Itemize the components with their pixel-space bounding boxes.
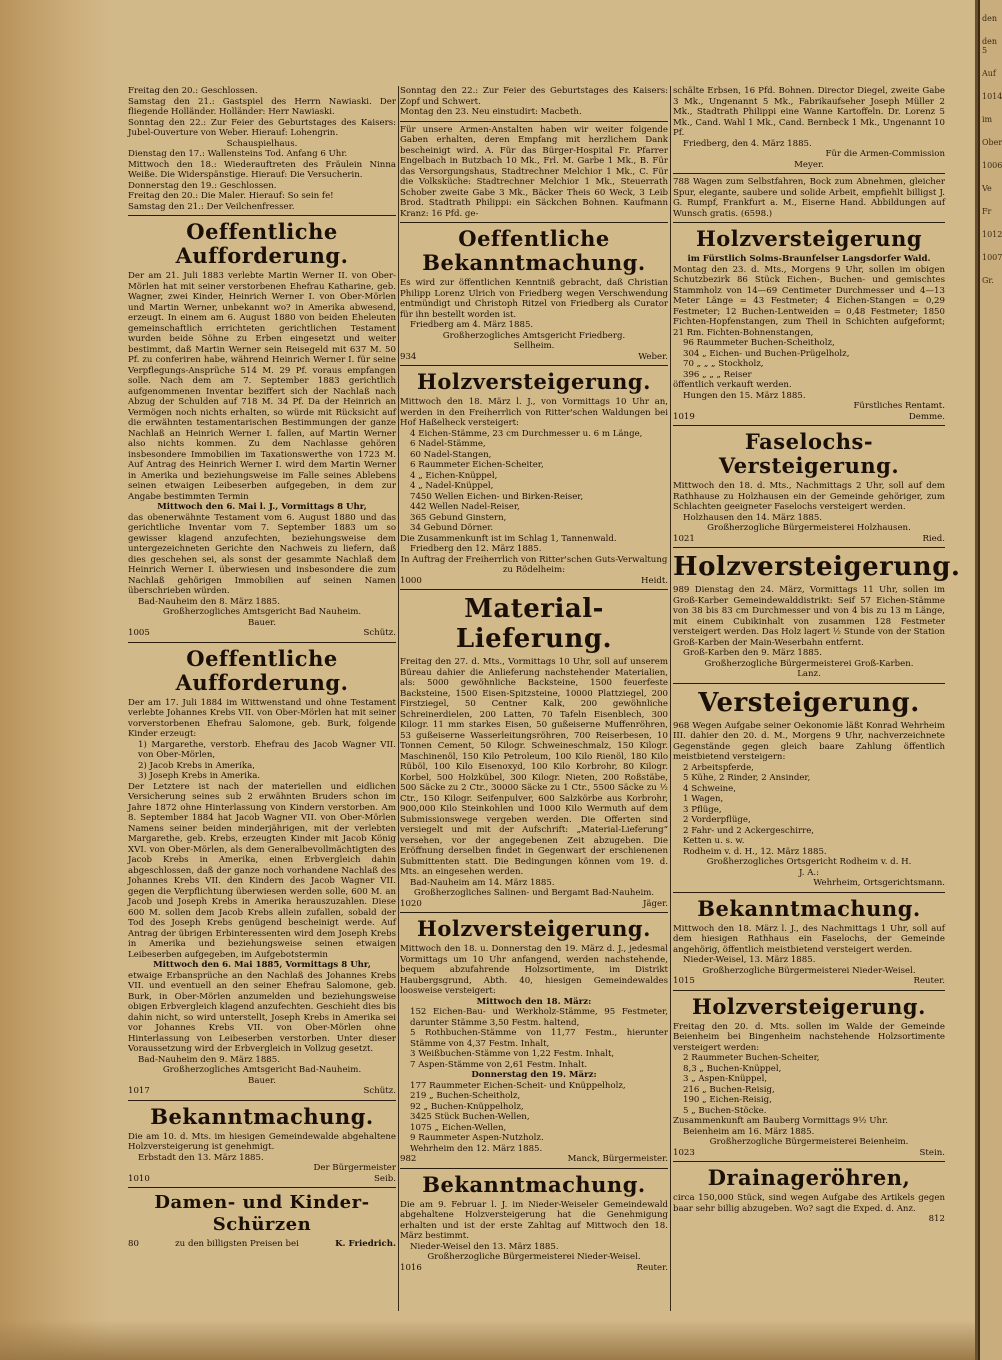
notice-court: Fürstliches Rentamt. [853,401,945,411]
list-item: 2 Vorderpflüge, [683,815,751,825]
notice-place: Wehrheim den 12. März 1885. [410,1143,543,1154]
notice-title: Material-Lieferung. [455,594,613,654]
list-item: 4 Schweine, [683,783,736,794]
notice-number: 1016 [400,1262,422,1273]
notice-signature: Schütz. [363,1086,396,1096]
schedule-line: Freitag den 20.: Geschlossen. [128,86,258,96]
divider [400,912,668,913]
divider [128,1100,396,1101]
list-item: 3 Weißbuchen-Stämme von 1,22 Festm. Inhalt, [410,1049,615,1059]
notice-body: Der am 17. Juli 1884 im Wittwenstand und ohne Testament verlebte Johannes Krebs VII. von Ober-Mörlen hat mit seiner vorverstorbenen Ehefrau Salomone, geb. Burk, folgende Kinder erzeugt: [128,697,396,739]
list-item: 4 „ Eichen-Knüppel, [410,470,498,481]
list-item: 8,3 „ Buchen-Knüppel, [683,1063,782,1074]
divider [673,990,945,991]
notice-title: Holzversteigerung [695,226,923,251]
list-item: 4 Eichen-Stämme, 23 cm Durchmesser u. 6 m Länge, [410,428,643,439]
notice-number: 934 [400,351,417,362]
notice-place: Nieder-Weisel, 13. März 1885. [683,955,816,965]
notice-footer [400,576,668,587]
notice-title: Bekanntmachung. [150,1103,374,1129]
divider [673,1161,945,1162]
notice-signature: Jäger. [642,898,668,909]
notice-footer [400,1154,668,1165]
schedule-line: Sonntag den 22.: Zur Feier des Geburtstages des Kaisers: Zopf und Schwert. [400,86,668,107]
notice-name: Bauer. [248,1075,276,1086]
notice-body: Mittwoch den 18. d. Mts., Nachmittags 2 Uhr, soll auf dem Rathhause zu Holzhausen ein der Gemeinde gehöriger, zum Schlachten geeigneter Faselochs versteigert werden. [673,481,945,512]
notice-termin: Mittwoch den 6. Mai 1885, Vormittags 8 Uhr, [153,960,371,970]
notice-court: Großherzogliches Amtsgericht Friedberg. [442,330,626,341]
notice-signature: Demme. [908,411,945,422]
notice-court: Großherzogliches Amtsgericht Bad-Nauheim. [162,1065,362,1075]
notice-place: Erbstadt den 13. März 1885. [138,1152,264,1163]
notice-place: Friedberg am 4. März 1885. [410,320,534,330]
thanks-text: Für unsere Armen-Anstalten haben wir weiter folgende Gaben erhalten, deren Empfang mit herzlichem Dank bescheinigt wird. A. Für das Bürger-Hospital Fr. Pfarrer Engelbach in Butzbach 10 Mk., Frl. M. Garbe 1 Mk., B. Für das Versorgungshaus, Stadtrechner Melchior 1 Mk., C. Für die Volksküche: Stadtrechner Melchior 1 Mk., Steuerrath Schober zweite Gabe 3 Mk., Bäcker Theis 60 Weck, 3 Leib Brod. Stadtrath Philippi: ein Säckchen Bohnen. Kaufmann Kranz: 16 Pfd. ge- [400,124,668,219]
edge-fragment: Ober [982,138,1002,147]
divider [400,121,668,122]
divider [400,1168,668,1169]
notice-number: 1020 [400,898,422,909]
list-item: 177 Raummeter Eichen-Scheit- und Knüppelholz, [410,1080,626,1091]
schedule-line: Mittwoch den 18.: Wiederauftreten des Fräulein Ninna Weiße. Die Widerspänstige. Hierauf: Die Versucherin. [128,159,396,180]
schedule-line: Samstag den 21.: Der Veilchenfresser. [128,201,295,212]
notice-day: Donnerstag den 19. März: [471,1070,597,1080]
list-item: 2) Jacob Krebs in Amerika, [138,760,255,771]
list-item: 152 Eichen-Bau- und Werkholz-Stämme, 95 Festmeter, darunter Stämme 3,50 Festm. haltend, [410,1007,668,1028]
thanks-text: schälte Erbsen, 16 Pfd. Bohnen. Director Diegel, zweite Gabe 3 Mk., Ungenannt 5 Mk., Fabrikaufseher Joseph Müller 2 Mk., Stadtrath Philippi eine Wanne Kartoffeln. Dr. Lorenz 5 Mk., Cand. Wahl 1 Mk., Cand. Bernbeck 1 Mk., Ungenannt 10 Pf. [673,86,945,138]
notice-holz-ritter [400,370,668,586]
notice-termin: Mittwoch den 6. Mai l. J., Vormittags 8 Uhr, [157,502,367,512]
schedule-line: Freitag den 20.: Die Maler. Hierauf: So sein fe! [128,191,334,201]
notice-number: 1019 [673,411,695,422]
notice-holz-hungen [673,227,945,422]
notice-title: Oeffentliche Aufforderung. [175,219,349,268]
notice-footer [673,412,945,423]
notice-body: Montag den 23. d. Mts., Morgens 9 Uhr, sollen im obigen Schutzbezirk 86 Stück Eichen-, Buchen- und gemischtes Stammholz von 14—69 Centimeter Durchmesser und 4—13 Meter Länge = 43 Festmeter; 4 Eichen-Stangen = 0,29 Festmeter; 12 Buchen-Lentweiden = 0,48 Festmeter; 1850 Fichten-Hopfenstangen, zum Theil in Schichten aufgeformt; 21 Rm. Fichten-Bohnenstangen, [673,264,945,338]
notice-title: Holzversteigerung. [673,552,961,582]
notice-footer [128,1174,396,1185]
notice-signature: Stein. [919,1147,945,1158]
notice-footer [400,899,668,910]
ad-seller: K. Friedrich. [335,1239,396,1249]
notice-footer [673,1148,945,1159]
list-item: 365 Gebund Ginstern, [410,512,507,523]
notice-title: Bekanntmachung. [422,1171,646,1197]
notice-body: Die am 10. d. Mts. im hiesigen Gemeindewalde abgehaltene Holzversteigerung ist genehmigt. [128,1131,396,1152]
notice-footer [400,352,668,363]
notice-body: Der Letztere ist nach der materiellen und eidlichen Versicherung seines sub 2 erwähnten Bruders schon im Jahre 1872 ohne Hinterlassung von Kindern verstorben. Am 8. September 1884 hat Jacob Wagner VII. von Ober-Mörlen Namens seiner beiden minderjährigen, mit der verlebten Margarethe, geb. Krebs, erzeugten Kinder mit Jacob König XVI. von Ober-Mörlen, als dem Generalbevollmächtigten des Jacob Krebs in Amerika, einen Erbvergleich dahin abgeschlossen, daß der ganze noch vorhandene Nachlaß des Johannes Krebs VII. den Kindern des Jacob Wagner VII. gegen die Verpflichtung überwiesen werden solle, 600 M. an Jacob und Joseph Krebs in Amerika herauszuzahlen. Diese 600 M. sollen dem Jacob Krebs allein zufallen, sobald der Tod des Joseph Krebs genügend bescheinigt werde. Auf Antrag der übrigen Erbinteressenten wird dem Joseph Krebs in Amerika und beziehungsweise seinen etwaigen Leibeserben aufgegeben, im Aufgebotstermin [128,781,396,960]
notice-place: Friedberg den 12. März 1885. [410,544,542,554]
notice-court: Großherzogliche Bürgermeisterei Holzhausen. [707,523,911,533]
notice-body: Freitag den 27. d. Mts., Vormittags 10 Uhr, soll auf unserem Büreau dahier die Anlieferung nachstehender Materialien, als: 5000 gewöhnliche Backsteine, 1500 feuerfeste Backsteine, 1500 Eisen-Spitzsteine, 10000 Plattziegel, 200 Firstziegel, 50 Centner Kalk, 200 gewöhnliche Schreinerdielen, 200 Latten, 70 Tafeln Eisenblech, 300 Kilogr. 11 mm starkes Eisen, 50 gußeiserne Muffenröhren, 53 gußeiserne Wasserleitungsröhren, 700 Reiserbesen, 10 Tonnen Cement, 50 Kilogr. Schweineschmalz, 150 Kilogr. Maschinenöl, 150 Kilo Petroleum, 100 Kilo Rienöl, 180 Kilo Rüböl, 100 Kilo Eisenoxyd, 100 Kilo Korbrohr, 80 Kilogr. Korbel, 500 Holzkübel, 300 Kilogr. Nieten, 200 Roßstäbe, 500 Säcke zu 2 Ctr., 30000 Säcke zu 1 Ctr., 5500 Säcke zu ½ Ctr., 150 Kilogr. Seifenpulver, 600 Salzkörbe aus Korbrohr, 900,000 Kilo Steinkohlen und 1000 Kilo Wermuth auf dem Submissionswege vergeben werden. Die Offerten sind versiegelt und mit der Aufschrift: „Material-Lieferung“ versehen, vor der angegebenen Zeit abzugeben. Die Eröffnung derselben findet in Gegenwart der erschienenen Submittenten statt. Die Bedingungen können vom 19. d. Mts. an eingesehen werden. [400,657,668,877]
list-item: 1075 „ Eichen-Wellen, [410,1122,507,1133]
list-item: 396 „ „ „ Reiser [683,369,752,380]
notice-body: öffentlich verkauft werden. [673,380,792,390]
list-item: 7450 Wellen Eichen- und Birken-Reiser, [410,491,584,502]
divider [128,1187,396,1188]
edge-fragment: den 5 [982,37,998,55]
notice-name: Wehrheim, Ortsgerichtsmann. [813,878,945,888]
divider [673,425,945,426]
list-item: 70 „ „ „ Stockholz, [683,359,764,369]
notice-signature: Reuter. [636,1262,668,1273]
schedule-line: Montag den 23. Neu einstudirt: Macbeth. [400,107,582,117]
ad-title: Drainageröhren, [707,1165,911,1190]
notice-number: 1015 [673,976,695,986]
paper-stain [0,0,110,1360]
notice-name: Lanz. [797,669,821,679]
ad-wagen: 788 Wagen zum Selbstfahren, Bock zum Abnehmen, gleicher Spur, elegante, saubere und solide Arbeit, empfiehlt billigst J. G. Rumpf, Frankfurt a. M., Eiserne Hand. Abbildungen auf Wunsch gratis. (6598.) [673,177,945,219]
notice-place: Friedberg, den 4. März 1885. [683,138,812,149]
notice-by: J. A.: [798,867,820,878]
notice-name: Sellheim. [513,341,555,351]
notice-number: 1010 [128,1173,150,1184]
notice-footer [128,1086,396,1097]
notice-body: Die Zusammenkunft ist im Schlag 1, Tannenwald. [400,533,617,544]
notice-title: Holzversteigerung. [417,369,651,394]
ad-body: circa 150,000 Stück, sind wegen Aufgabe des Artikels gegen baar sehr billig abzugeben. Wo? sagt die Exped. d. Anz. [673,1193,945,1214]
list-item: 219 „ Buchen-Scheitholz, [410,1091,521,1101]
column-1 [128,86,396,1250]
schedule-line: Sonntag den 22.: Zur Feier des Geburtstages des Kaisers: Jubel-Ouverture von Weber. Hierauf: Lohengrin. [128,117,396,138]
notice-signature: Weber. [638,351,668,362]
notice-signature: Ried. [922,533,945,544]
notice-body: Zusammenkunft am Bauberg Vormittags 9½ Uhr. [673,1116,888,1126]
edge-fragment: den [982,14,998,23]
divider [128,642,396,643]
list-item: 5 Rothbuchen-Stämme von 11,77 Festm., hierunter Stämme von 4,37 Festm. Inhalt, [410,1028,668,1049]
ad-title: Damen- und Kinder-Schürzen [154,1192,370,1235]
ad-schuerzen [128,1192,396,1250]
divider [400,222,668,223]
notice-court: Großherzogliche Bürgermeisterei Beienheim. [709,1137,909,1147]
notice-court: Großherzogliches Amtsgericht Bad Nauheim. [162,607,362,617]
notice-subtitle: im Fürstlich Solms-Braunfelser Langsdorfer Wald. [687,254,931,264]
adjacent-page-edge [978,0,1002,1360]
notice-ulrich [400,227,668,362]
list-item: 216 „ Buchen-Reisig, [683,1084,775,1095]
divider [673,222,945,223]
ad-number: 812 [928,1214,945,1224]
notice-signature: Heidt. [640,575,668,586]
notice-holz-karben [673,552,961,680]
notice-title: Oeffentliche Bekanntmachung. [422,226,646,275]
notice-signature: Reuter. [913,976,945,986]
schedule-line: Dienstag den 17.: Wallensteins Tod. Anfang 6 Uhr. [128,149,348,159]
notice-place: Nieder-Weisel den 13. März 1885. [410,1241,559,1252]
notice-number: 1005 [128,628,150,638]
notice-body: etwaige Erbansprüche an den Nachlaß des Johannes Krebs VII. und eventuell an den seiner Ehefrau Salomone, geb. Burk, in Ober-Mörlen anzumelden und beziehungsweise obigen Erbvergleich klagend anzufechten. Geschieht dies bis dahin nicht, so wird unterstellt, Joseph Krebs in Amerika sei vor Johannes Krebs VII. von Ober-Mörlen ohne Hinterlassung von Leibeserben verstorben. Unter dieser Voraussetzung wird der Erbvergleich in Vollzug gesetzt. [128,970,396,1054]
ad-number: 80 [128,1239,139,1249]
list-item: 2 Fahr- und 2 Ackergeschirre, [683,825,815,836]
list-item: 7 Aspen-Stämme von 2,61 Festm. Inhalt. [410,1059,588,1070]
notice-court: Großherzogliche Bürgermeisterei Nieder-Weisel. [702,965,916,976]
list-item: 92 „ Buchen-Knüppelholz, [410,1101,524,1112]
divider [673,683,945,684]
list-item: 3) Joseph Krebs in Amerika. [138,771,261,781]
notice-signature: Seib. [374,1173,396,1184]
divider [673,547,945,548]
schedule-heading: Schauspielhaus. [226,138,298,149]
list-item: 3425 Stück Buchen-Wellen, [410,1112,530,1122]
notice-number: 1000 [400,575,422,586]
list-item: 190 „ Eichen-Reisig, [683,1095,772,1105]
notice-role: Für die Armen-Commission [825,149,945,159]
column-rule [398,86,399,1311]
notice-bekannt-weisel [673,897,945,987]
notice-body: das obenerwähnte Testament vom 6. August 1880 und das gerichtliche Inventar vom 7. September 1883 um so gewisser klagend anzufechten, beziehungsweise dem untergezeichneten Gerichte den Nachweis zu liefern, daß dies geschehen sei, als sonst der gesammte Nachlaß dem Heinrich Werner I. überwiesen und insbesondere die zum Nachlaß gehörigen Immobilien auf seinen Namen überschrieben würden. [128,512,396,596]
notice-number: 1021 [673,533,695,544]
edge-fragment: Ve [982,184,992,193]
notice-place: Groß-Karben den 9. März 1885. [683,648,822,658]
paper-stain-bottom [0,1320,975,1360]
notice-footer [673,976,945,987]
notice-body: Freitag den 20. d. Mts. sollen im Walde der Gemeinde Beienheim bei Bingenheim nachstehende Holzsortimente versteigert werden: [673,1021,945,1053]
edge-fragment: 1006 [982,161,1002,170]
divider [673,173,945,174]
notice-footer [673,534,945,545]
notice-erbstadt [128,1105,396,1185]
notice-number: 982 [400,1154,417,1164]
notice-title: Holzversteigerung. [417,916,651,941]
list-item: 9 Raummeter Aspen-Nutzholz. [410,1133,544,1143]
notice-court: Großherzogliches Salinen- und Bergamt Bad-Nauheim. [413,888,655,898]
notice-faselochs [673,430,945,544]
list-item: 2 Arbeitspferde, [683,762,754,773]
notice-name: Meyer. [794,159,824,170]
column-2 [400,86,668,1273]
list-item: 96 Raummeter Buchen-Scheitholz, [683,338,835,348]
notice-court: Großherzogliche Bürgermeisterei Groß-Karben. [704,658,914,669]
notice-versteigerung [673,688,945,889]
notice-body: 989 Dienstag den 24. März, Vormittags 11 Uhr, sollen im Groß-Karber Gemeindewalddistrikt: Seif 57 Eichen-Stämme von 38 bis 83 cm Durchmesser und von 4 bis zu 13 m Länge, mit einem Cubikinhalt von zusammen 128 Festmeter versteigert werden. Das Holz lagert ½ Stunde von der Station Groß-Karben der Main-Weserbahn entfernt. [673,585,945,648]
divider [673,892,945,893]
notice-signature: Manck, Bürgermeister. [567,1154,668,1164]
notice-holz-wehrheim [400,917,668,1165]
theater-schedule [128,86,396,212]
notice-title: Holzversteigerung. [692,993,926,1019]
edge-fragment: 1007 [982,253,1002,262]
schedule-line: Samstag den 21.: Gastspiel des Herrn Nawiaski. Der fliegende Holländer. Holländer: Herr Nawiaski. [128,96,396,117]
notice-role: Der Bürgermeister [313,1163,396,1173]
notice-body: Mittwoch den 18. u. Donnerstag den 19. März d. J., jedesmal Vormittags um 10 Uhr anfangend, werden nachstehende, bequem abzufahrende Holzsortimente, im Distrikt Haubergsgrund, Abth. 40, hiesigen Gemeindewaldes loosweise versteigert: [400,944,668,996]
notice-number: 1023 [673,1147,695,1158]
list-item: 442 Wellen Nadel-Reiser, [410,502,520,512]
notice-court: Großherzogliche Bürgermeisterei Nieder-Weisel. [427,1252,641,1262]
list-item: 2 Raummeter Buchen-Scheiter, [683,1053,820,1063]
notice-body: Der am 21. Juli 1883 verlebte Martin Werner II. von Ober-Mörlen hat mit seiner verstorbenen Ehefrau Katharine, geb. Wagner, zwei Kinder, Heinrich Werner I. von Ober-Mörlen und Martin Werner, unbekannt wo? in Amerika abwesend, erzeugt. In einem am 6. August 1880 von beiden Eheleuten gemeinschaftlich errichteten gerichtlichen Testament wurden beide Söhne zu Erben eingesetzt und weiter bestimmt, daß Martin Werner sein Reisegeld mit 637 M. 50 Pf. zu conferiren habe, während Heinrich Werner I. für seine Verpflegungs-Ansprüche 514 M. 29 Pf. voraus empfangen solle. Nach dem am 7. September 1883 gerichtlich aufgenommenen Inventar beziffert sich der Nachlaß nach Abzug der Schulden auf 718 M. 34 Pf. Da der Heinrich an Vermögen noch nichts erhalten, so würde mit Rücksicht auf die erwähnten testamentarischen Bestimmungen der ganze Nachlaß an Heinrich Werner I. fallen, auf Martin Werner also nichts kommen. Zu dem Nachlasse gehören insbesondere Immobilien im Taxationswerthe von 1723 M. Auf Antrag des Heinrich Werner I. wird dem Martin Werner in Amerika und beziehungsweise im Falle seines Ablebens seinen etwaigen Leibeserben aufgegeben, in dem zur Angabe bestimmten Termin [128,271,396,502]
divider [400,365,668,366]
notice-body: Mittwoch den 18. März l. J., von Vormittags 10 Uhr an, werden in den Freiherrlich von Ritter'schen Waldungen bei Hof Haßelheck versteigert: [400,397,668,428]
edge-fragment: 1014 [982,92,1002,101]
list-item: 60 Nadel-Stangen, [410,449,492,460]
list-item: 5 Kühe, 2 Rinder, 2 Ansinder, [683,773,811,783]
list-item: 5 „ Buchen-Stöcke. [683,1105,767,1116]
notice-place: Hungen den 15. März 1885. [683,390,806,401]
notice-signature: Schütz. [363,628,396,638]
notice-court: Großherzogliches Ortsgericht Rodheim v. d. H. [706,857,912,867]
notice-place: Bad-Nauheim am 14. März 1885. [410,877,555,888]
list-item: 3 Pflüge, [683,804,722,815]
notice-place: Bad-Nauheim den 9. März 1885. [138,1054,280,1065]
notice-number: 1017 [128,1086,150,1096]
notice-title: Faselochs-Versteigerung. [718,429,900,478]
schedule-line: Donnerstag den 19.: Geschlossen. [128,180,277,191]
notice-werner [128,220,396,639]
notice-footer [400,1263,668,1274]
notice-place: Beienheim am 16. März 1885. [683,1126,815,1137]
column-rule [670,86,671,1311]
notice-day: Mittwoch den 18. März: [476,996,592,1007]
notice-place: Rodheim v. d. H., 12. März 1885. [683,846,827,857]
notice-body: Die am 9. Februar l. J. im Nieder-Weiseler Gemeindewald abgehaltene Holzversteigerung hat die Genehmigung erhalten und ist der erste Zahltag auf Mittwoch den 18. März bestimmt. [400,1199,668,1241]
notice-footer [128,628,396,639]
notice-name: Bauer. [248,617,276,628]
notice-place: Bad-Nauheim den 8. März 1885. [138,596,280,607]
list-item: 1 Wagen, [683,794,724,804]
notice-title: Versteigerung. [698,687,920,718]
list-item: 34 Gebund Dörner. [410,523,494,533]
notice-body: Mittwoch den 18. März l. J., des Nachmittags 1 Uhr, soll auf dem hiesigen Rathhaus ein Faselochs, der Gemeinde angehörig, öffentlich meistbietend versteigert werden. [673,923,945,955]
notice-krebs [128,647,396,1097]
ad-drainage [673,1166,945,1225]
list-item: 304 „ Eichen- und Buchen-Prügelholz, [683,348,850,359]
list-item: 1) Margarethe, verstorb. Ehefrau des Jacob Wagner VII. von Ober-Mörlen, [138,739,396,760]
notice-holz-beienheim [673,995,945,1159]
edge-fragment: 1012 [982,230,1002,239]
notice-by: In Auftrag der Freiherrlich von Ritter'schen Guts-Verwaltung zu Rödelheim: [400,554,668,575]
ad-text: zu den billigsten Preisen bei [175,1239,299,1249]
notice-title: Bekanntmachung. [697,895,921,921]
notice-material [400,594,668,909]
list-item: 4 „ Nadel-Knüppel, [410,481,494,491]
notice-body: 968 Wegen Aufgabe seiner Oekonomie läßt Konrad Wehrheim III. dahier den 20. d. M., Morgens 9 Uhr, nachverzeichnete Gegenstände gegen gleich baare Zahlung öffentlich meistbietend versteigern: [673,720,945,762]
notice-nieder-weisel [400,1173,668,1274]
edge-fragment: im [982,115,993,124]
column-3 [673,86,961,1225]
list-item: 6 Raummeter Eichen-Scheiter, [410,460,544,470]
list-item: Ketten u. s. w. [683,836,745,846]
edge-fragment: Auf [982,69,996,78]
divider [128,215,396,216]
list-item: 3 „ Aspen-Knüppel, [683,1074,768,1084]
notice-title: Oeffentliche Aufforderung. [175,645,349,695]
ad-footer [128,1239,396,1250]
edge-fragment: Gr. [982,276,994,285]
edge-fragment: Fr [982,207,992,216]
notice-body: Es wird zur öffentlichen Kenntniß gebracht, daß Christian Philipp Lorenz Ulrich von Friedberg wegen Verschwendung entmündigt und Christoph Ritzel von Friedberg als Curator für ihn bestellt worden ist. [400,278,668,320]
list-item: 6 Nadel-Stämme, [410,439,486,449]
notice-place: Holzhausen den 14. März 1885. [683,512,823,523]
divider [400,589,668,590]
